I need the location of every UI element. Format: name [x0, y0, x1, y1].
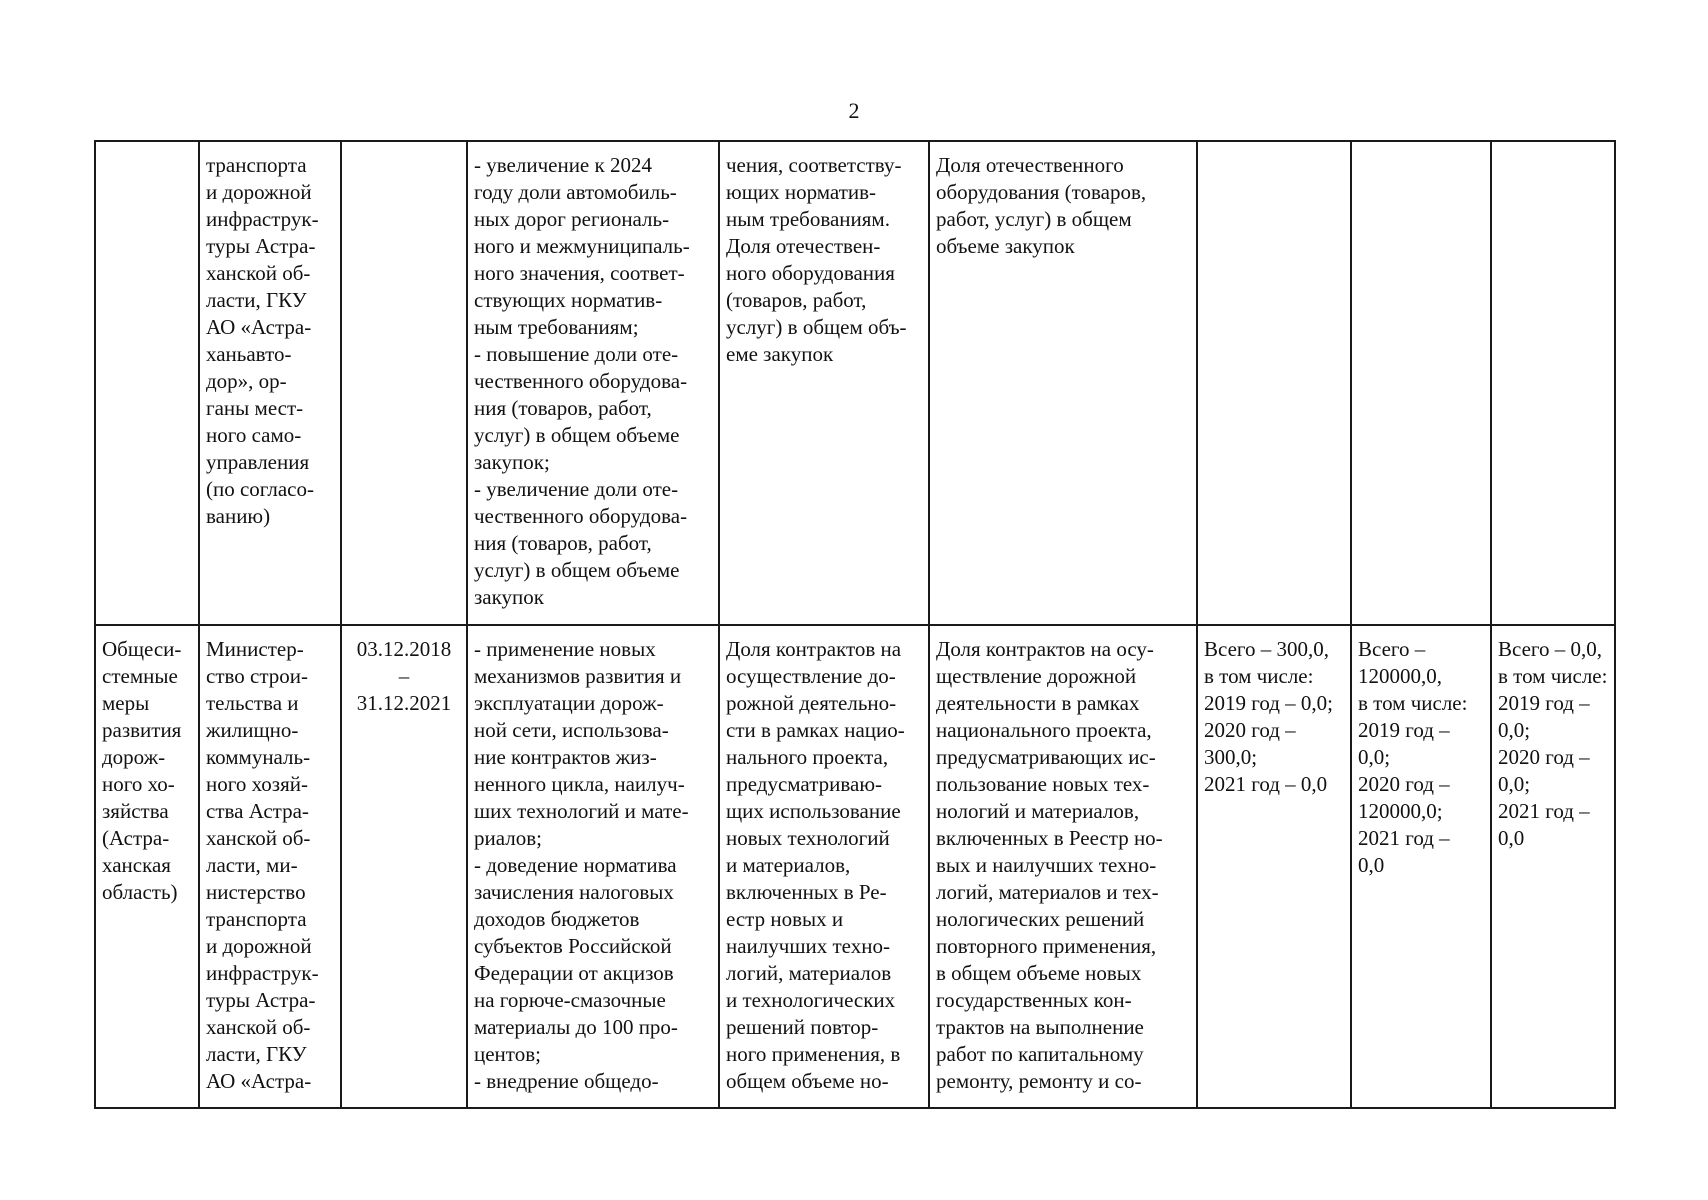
cell-text-line: ного значения, соответ- [474, 261, 685, 285]
cell-text-line: - повышение доли оте- [474, 342, 679, 366]
cell-text-line: - внедрение общедо- [474, 1069, 659, 1093]
cell-text-line: ного само- [206, 423, 302, 447]
cell-text-line: нологических решений [936, 907, 1145, 931]
cell-text-line: 2021 год – [1498, 799, 1590, 823]
cell-text-line: - увеличение доли оте- [474, 477, 679, 501]
cell-text-line: Доля контрактов на [726, 637, 902, 661]
cell-text-line: 0,0 [1498, 826, 1525, 850]
cell-text-line: решений повтор- [726, 1015, 879, 1039]
cell-text-line: трактов на выполнение [936, 1015, 1144, 1039]
cell-text-line: ласти, ГКУ [206, 288, 307, 312]
cell-funding-1 [1197, 625, 1351, 1108]
cell-text-line: меры [102, 691, 150, 715]
cell-text-line: в том числе: [1498, 664, 1608, 688]
cell-text-line: АО «Астра- [206, 1069, 312, 1093]
cell-expected-results [467, 625, 719, 1108]
cell-text-line: ствующих норматив- [474, 288, 663, 312]
cell-text-line: наилучших техно- [726, 934, 890, 958]
cell-text-line: ханская [102, 853, 171, 877]
cell-text-line: 0,0; [1358, 745, 1391, 769]
cell-text-line: 0,0; [1498, 718, 1531, 742]
cell-text-line: осуществление до- [726, 664, 896, 688]
cell-text-line: на горюче-смазочные [474, 988, 666, 1012]
cell-text-line: центов; [474, 1042, 541, 1066]
cell-text-line: в общем объеме новых [936, 961, 1142, 985]
cell-text-line: - применение новых [474, 637, 656, 661]
cell-text-line: ного хо- [102, 772, 175, 796]
cell-text-line: ния (товаров, работ, [474, 531, 652, 555]
cell-text-line: 0,0; [1498, 772, 1531, 796]
cell-text-line: национального проекта, [936, 718, 1152, 742]
cell-responsible [199, 625, 341, 1108]
cell-text-line: туры Астра- [206, 234, 316, 258]
cell-text-line: механизмов развития и [474, 664, 682, 688]
table-row [95, 141, 1615, 625]
cell-funding-3 [1491, 625, 1615, 1108]
cell-text-line: ханьавто- [206, 342, 292, 366]
cell-text-line: в том числе: [1358, 691, 1468, 715]
cell-text-line: Всего – 0,0, [1498, 637, 1602, 661]
cell-text-line: ханской об- [206, 1015, 311, 1039]
cell-text-line: оборудования (товаров, [936, 180, 1147, 204]
cell-text-line: ства Астра- [206, 799, 309, 823]
cell-text-line: логий, материалов и тех- [936, 880, 1159, 904]
cell-text-line: чения, соответству- [726, 153, 902, 177]
cell-text-line: и дорожной [206, 180, 312, 204]
cell-text-line: 03.12.2018 [356, 637, 452, 661]
cell-text-line: Министер- [206, 637, 304, 661]
cell-text-line: чественного оборудова- [474, 369, 688, 393]
cell-text-line: нологий и материалов, [936, 799, 1140, 823]
cell-text-line: 2019 год – [1498, 691, 1590, 715]
cell-text-line: инфраструк- [206, 207, 319, 231]
program-table [94, 140, 1616, 1109]
cell-text-line: жилищно- [206, 718, 299, 742]
cell-text-line: услуг) в общем объеме [474, 558, 680, 582]
cell-text-line: зачисления налоговых [474, 880, 674, 904]
cell-text-line: эксплуатации дорож- [474, 691, 664, 715]
cell-expected-results [467, 141, 719, 625]
cell-text-line: государственных кон- [936, 988, 1132, 1012]
cell-text-line: ремонту, ремонту и со- [936, 1069, 1142, 1093]
cell-target-indicators [929, 625, 1197, 1108]
cell-text-line: работ, услуг) в общем [936, 207, 1132, 231]
cell-text-line: нистерство [206, 880, 306, 904]
cell-text-line: зяйства [102, 799, 169, 823]
cell-text-line: 2020 год – [1204, 718, 1296, 742]
cell-text-line: - увеличение к 2024 [474, 153, 652, 177]
cell-text-line: году доли автомобиль- [474, 180, 677, 204]
cell-text-line: ство строи- [206, 664, 309, 688]
cell-text-line: 31.12.2021 [356, 691, 452, 715]
cell-text-line: логий, материалов [726, 961, 892, 985]
cell-text-line: ной сети, использова- [474, 718, 669, 742]
cell-text-line: (по согласо- [206, 477, 314, 501]
cell-text-line: услуг) в общем объеме [474, 423, 680, 447]
cell-period [341, 625, 467, 1108]
cell-text-line: сти в рамках нацио- [726, 718, 905, 742]
cell-text-line: услуг) в общем объ- [726, 315, 907, 339]
cell-text-line: коммуналь- [206, 745, 311, 769]
cell-text-line: Доля отечествен- [726, 234, 881, 258]
cell-text-line: ществление дорожной [936, 664, 1137, 688]
cell-text-line: Доля отечественного [936, 153, 1124, 177]
cell-text-line: область) [102, 880, 178, 904]
cell-text-line: ным требованиям; [474, 315, 639, 339]
cell-funding-2 [1351, 141, 1491, 625]
cell-text-line: пользование новых тех- [936, 772, 1150, 796]
cell-period [341, 141, 467, 625]
cell-text-line: закупок; [474, 450, 550, 474]
cell-text-line: предусматривающих ис- [936, 745, 1156, 769]
cell-funding-1 [1197, 141, 1351, 625]
cell-text-line: стемные [102, 664, 178, 688]
cell-text-line: субъектов Российской [474, 934, 672, 958]
cell-text-line: 2019 год – [1358, 718, 1450, 742]
cell-text-line: ганы мест- [206, 396, 304, 420]
cell-text-line: дор», ор- [206, 369, 287, 393]
cell-text-line: работ по капитальному [936, 1042, 1144, 1066]
cell-measure-name [95, 141, 199, 625]
cell-text-line: и дорожной [206, 934, 312, 958]
cell-text-line: 2020 год – [1358, 772, 1450, 796]
cell-text-line: АО «Астра- [206, 315, 312, 339]
cell-text-line: нального проекта, [726, 745, 889, 769]
cell-text-line: в том числе: [1204, 664, 1314, 688]
cell-text-line: доходов бюджетов [474, 907, 640, 931]
cell-text-line: объеме закупок [936, 234, 1075, 258]
cell-indicators [719, 141, 929, 625]
cell-text-line: чественного оборудова- [474, 504, 688, 528]
cell-text-line: риалов; [474, 826, 542, 850]
cell-text-line: ного применения, в [726, 1042, 901, 1066]
cell-text-line: развития [102, 718, 182, 742]
cell-text-line: 120000,0, [1358, 664, 1442, 688]
cell-text-line: и технологических [726, 988, 896, 1012]
cell-text-line: ных дорог региональ- [474, 207, 670, 231]
cell-text-line: ших технологий и мате- [474, 799, 689, 823]
cell-text-line: рожной деятельно- [726, 691, 897, 715]
page-number: 2 [848, 98, 860, 123]
cell-text-line: Доля контрактов на осу- [936, 637, 1154, 661]
cell-text-line: новых технологий [726, 826, 890, 850]
cell-text-line: ющих норматив- [726, 180, 877, 204]
cell-text-line: – [398, 664, 410, 688]
cell-text-line: 300,0; [1204, 745, 1258, 769]
cell-text-line: тельства и [206, 691, 299, 715]
cell-text-line: Общеси- [102, 637, 182, 661]
cell-text-line: деятельности в рамках [936, 691, 1140, 715]
cell-text-line: еме закупок [726, 342, 834, 366]
cell-text-line: ненного цикла, наилуч- [474, 772, 685, 796]
cell-responsible [199, 141, 341, 625]
cell-text-line: 0,0 [1358, 853, 1385, 877]
cell-text-line: транспорта [206, 907, 307, 931]
cell-text-line: ного и межмуниципаль- [474, 234, 690, 258]
cell-text-line: дорож- [102, 745, 166, 769]
cell-text-line: управления [206, 450, 310, 474]
cell-text-line: (Астра- [102, 826, 170, 850]
cell-text-line: - доведение норматива [474, 853, 677, 877]
cell-text-line: повторного применения, [936, 934, 1157, 958]
cell-text-line: ванию) [206, 504, 271, 528]
cell-text-line: Федерации от акцизов [474, 961, 674, 985]
cell-text-line: ласти, ми- [206, 853, 298, 877]
cell-text-line: туры Астра- [206, 988, 316, 1012]
cell-funding-3 [1491, 141, 1615, 625]
cell-text-line: ласти, ГКУ [206, 1042, 307, 1066]
cell-text-line: естр новых и [726, 907, 844, 931]
cell-text-line: 2021 год – 0,0 [1204, 772, 1328, 796]
cell-text-line: Всего – [1358, 637, 1426, 661]
cell-text-line: закупок [474, 585, 544, 609]
cell-text-line: материалы до 100 про- [474, 1015, 678, 1039]
table-row [95, 625, 1615, 1108]
cell-text-line: транспорта [206, 153, 307, 177]
cell-text-line: ного хозяй- [206, 772, 308, 796]
cell-text-line: Всего – 300,0, [1204, 637, 1329, 661]
cell-target-indicators [929, 141, 1197, 625]
cell-text-line: (товаров, работ, [726, 288, 867, 312]
cell-text-line: 2021 год – [1358, 826, 1450, 850]
cell-text-line: и материалов, [726, 853, 851, 877]
cell-measure-name [95, 625, 199, 1108]
cell-text-line: включенных в Ре- [726, 880, 887, 904]
cell-text-line: включенных в Реестр но- [936, 826, 1163, 850]
cell-text-line: вых и наилучших техно- [936, 853, 1157, 877]
cell-text-line: ным требованиям. [726, 207, 890, 231]
cell-text-line: щих использование [726, 799, 901, 823]
cell-text-line: ханской об- [206, 261, 311, 285]
cell-text-line: ние контрактов жиз- [474, 745, 657, 769]
cell-indicators [719, 625, 929, 1108]
cell-funding-2 [1351, 625, 1491, 1108]
cell-text-line: ния (товаров, работ, [474, 396, 652, 420]
cell-text-line: ханской об- [206, 826, 311, 850]
cell-text-line: 120000,0; [1358, 799, 1443, 823]
cell-text-line: ного оборудования [726, 261, 895, 285]
cell-text-line: инфраструк- [206, 961, 319, 985]
cell-text-line: 2019 год – 0,0; [1204, 691, 1334, 715]
cell-text-line: предусматриваю- [726, 772, 883, 796]
cell-text-line: 2020 год – [1498, 745, 1590, 769]
cell-text-line: общем объеме но- [726, 1069, 889, 1093]
